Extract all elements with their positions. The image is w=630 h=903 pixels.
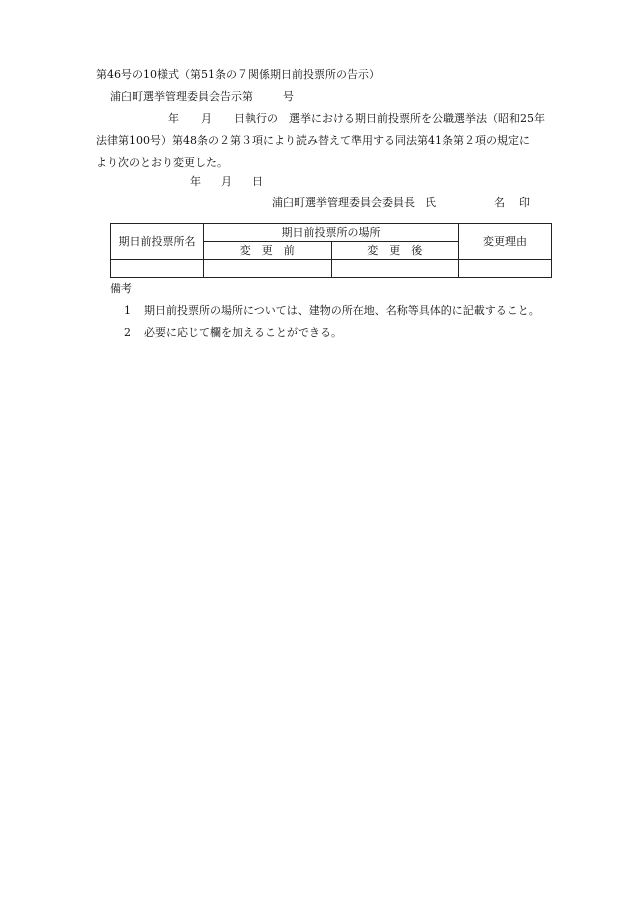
notice-number-prefix: 浦臼町選挙管理委員会告示第 bbox=[110, 90, 253, 103]
notice-number bbox=[110, 88, 294, 106]
header-polling-station-location: 期日前投票所の場所 bbox=[204, 224, 459, 242]
header-before-change: 変 更 前 bbox=[204, 242, 332, 260]
cell-after[interactable] bbox=[331, 260, 459, 278]
notice-number-suffix: 号 bbox=[283, 90, 294, 103]
notice-body-line-3: より次のとおり変更した。 bbox=[96, 156, 228, 169]
note-number: 1 bbox=[124, 304, 131, 317]
cell-name[interactable] bbox=[111, 260, 204, 278]
table-header-row bbox=[111, 224, 552, 242]
notice-date bbox=[190, 173, 263, 191]
cell-reason[interactable] bbox=[459, 260, 552, 278]
date-month: 月 bbox=[221, 175, 232, 188]
change-table bbox=[110, 223, 552, 278]
signature-name-label-1: 氏 bbox=[425, 196, 436, 209]
note-item bbox=[124, 302, 540, 320]
note-text: 期日前投票所の場所については、建物の所在地、名称等具体的に記載すること。 bbox=[144, 304, 540, 317]
cell-before[interactable] bbox=[204, 260, 332, 278]
form-number: 第46号の10様式（第51条の７関係期日前投票所の告示） bbox=[96, 68, 380, 81]
notes-title: 備考 bbox=[110, 282, 132, 295]
header-after-change: 変 更 後 bbox=[331, 242, 459, 260]
signature-name-label-2: 名 bbox=[494, 196, 505, 209]
signature-title: 浦臼町選挙管理委員会委員長 bbox=[272, 196, 415, 209]
note-text: 必要に応じて欄を加えることができる。 bbox=[144, 326, 342, 339]
seal-mark: 印 bbox=[519, 196, 530, 209]
table-row bbox=[111, 260, 552, 278]
notice-body-line-1: 年 月 日執行の 選挙における期日前投票所を公職選挙法（昭和25年 bbox=[168, 112, 545, 125]
notice-body-line-2: 法律第100号）第48条の２第３項により読み替えて準用する同法第41条第２項の規定に bbox=[96, 134, 530, 147]
header-polling-station-name: 期日前投票所名 bbox=[111, 224, 204, 260]
notice-body bbox=[96, 108, 568, 174]
note-item bbox=[124, 324, 342, 342]
signature-line bbox=[272, 194, 530, 212]
date-year: 年 bbox=[190, 175, 201, 188]
header-change-reason: 変更理由 bbox=[459, 224, 552, 260]
date-day: 日 bbox=[252, 175, 263, 188]
note-number: 2 bbox=[124, 326, 131, 339]
